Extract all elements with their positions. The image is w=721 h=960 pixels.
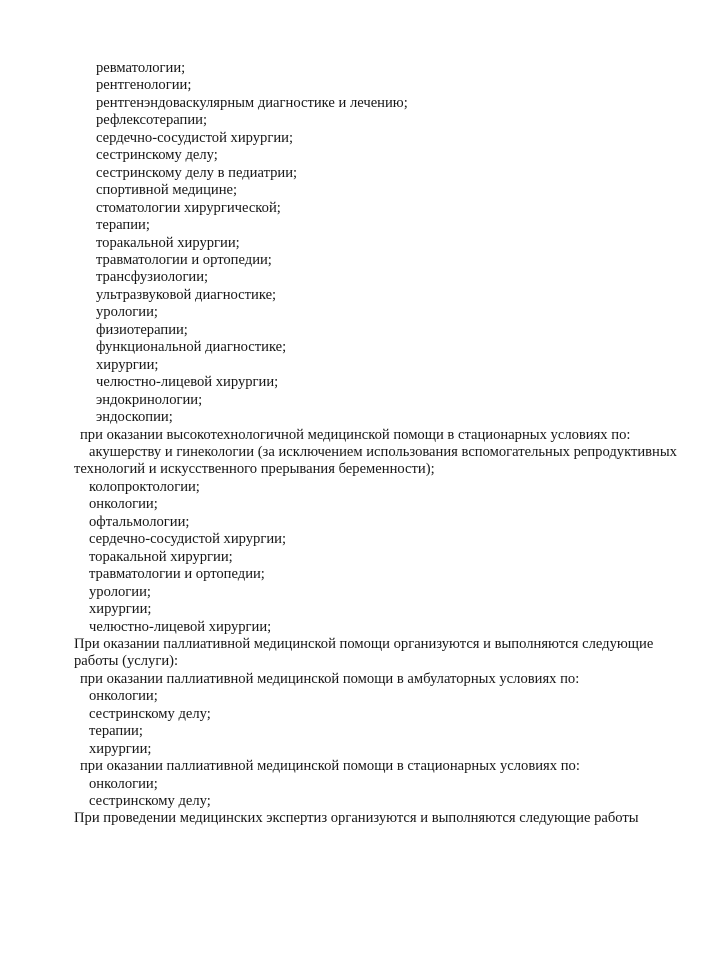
document-line: хирургии; (89, 601, 152, 618)
document-line: спортивной медицине; (96, 182, 238, 199)
document-line: физиотерапии; (96, 321, 188, 338)
document-line: сестринскому делу; (89, 705, 211, 722)
document-line: хирургии; (96, 356, 159, 373)
document-line: сестринскому делу; (89, 793, 211, 810)
document-line: терапии; (89, 723, 143, 740)
document-line: эндоскопии; (96, 409, 173, 426)
document-line: сердечно-сосудистой хирургии; (89, 531, 287, 548)
document-line: травматологии и ортопедии; (96, 251, 272, 268)
document-body (74, 60, 684, 828)
document-line: при оказании паллиативной медицинской помощи в амбулаторных условиях по: (80, 670, 580, 687)
document-line: онкологии; (89, 496, 158, 513)
document-line: технологий и искусственного прерывания беременности); (74, 461, 435, 478)
document-line: При оказании паллиативной медицинской помощи организуются и выполняются следующие (74, 635, 654, 652)
document-line: ревматологии; (96, 60, 186, 76)
document-line: торакальной хирургии; (96, 234, 240, 251)
document-line: урологии; (96, 304, 158, 321)
document-line: сестринскому делу в педиатрии; (96, 164, 298, 181)
document-line: торакальной хирургии; (89, 548, 233, 565)
document-line: онкологии; (89, 688, 158, 705)
document-line: ультразвуковой диагностике; (96, 286, 277, 303)
document-line: при оказании высокотехнологичной медицинской помощи в стационарных условиях по: (80, 426, 631, 443)
document-line: офтальмологии; (89, 513, 190, 530)
document-line: терапии; (96, 217, 150, 234)
document-line: при оказании паллиативной медицинской помощи в стационарных условиях по: (80, 758, 580, 775)
document-line: эндокринологии; (96, 391, 203, 408)
document-line: сердечно-сосудистой хирургии; (96, 129, 294, 146)
document-line: колопроктологии; (89, 478, 200, 495)
document-line: рефлексотерапии; (96, 112, 208, 129)
document-line: рентгенэндоваскулярным диагностике и лечению; (96, 94, 408, 111)
document-line: рентгенологии; (96, 77, 192, 94)
document-line: травматологии и ортопедии; (89, 566, 265, 583)
document-line: стоматологии хирургической; (96, 199, 281, 216)
document-line: трансфузиологии; (96, 269, 209, 286)
document-line: онкологии; (89, 775, 158, 792)
document-line: При проведении медицинских экспертиз организуются и выполняются следующие работы (74, 810, 639, 827)
document-line: акушерству и гинекологии (за исключением использования вспомогательных репродуктивных (89, 443, 677, 460)
document-line: челюстно-лицевой хирургии; (96, 374, 279, 391)
document-line: урологии; (89, 583, 151, 600)
document-line: сестринскому делу; (96, 147, 218, 164)
document-line: хирургии; (89, 740, 152, 757)
document-line: функциональной диагностике; (96, 339, 287, 356)
document-line: работы (услуги): (74, 653, 179, 670)
document-line: челюстно-лицевой хирургии; (89, 618, 272, 635)
